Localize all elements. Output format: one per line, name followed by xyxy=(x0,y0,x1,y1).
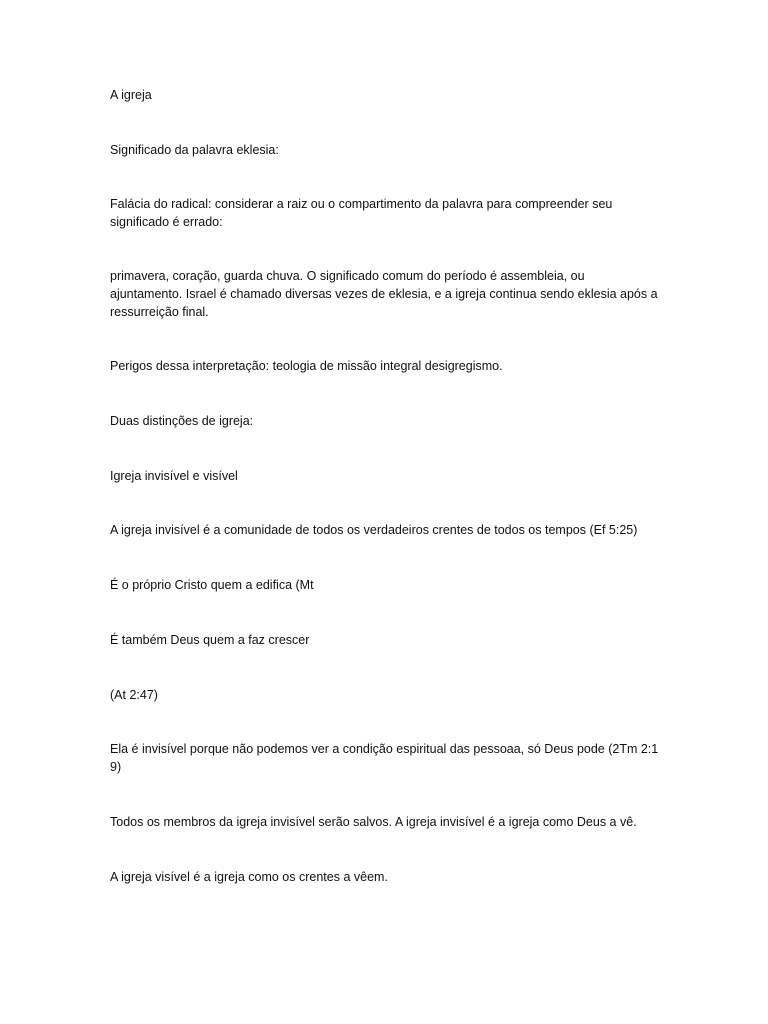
paragraph: É o próprio Cristo quem a edifica (Mt xyxy=(110,578,314,592)
paragraph: primavera, coração, guarda chuva. O significado comum do período é assembleia, ou ajuntamento. Israel é chamado diversas vezes de eklesia, e a igreja continua sendo eklesia após a ressurreição final. xyxy=(110,269,658,319)
paragraph: É também Deus quem a faz crescer xyxy=(110,633,310,647)
paragraph: A igreja visível é a igreja como os crentes a vêem. xyxy=(110,870,388,884)
paragraph: A igreja invisível é a comunidade de todos os verdadeiros crentes de todos os tempos (Ef 5:25) xyxy=(110,523,638,537)
paragraph: (At 2:47) xyxy=(110,688,158,702)
paragraph: Perigos dessa interpretação: teologia de missão integral desigregismo. xyxy=(110,359,503,373)
paragraph: Significado da palavra eklesia: xyxy=(110,143,279,157)
paragraph: Falácia do radical: considerar a raiz ou o compartimento da palavra para compreender seu significado é errado: xyxy=(110,197,613,229)
paragraph: Todos os membros da igreja invisível serão salvos. A igreja invisível é a igreja como Deus a vê. xyxy=(110,815,637,829)
paragraph: Duas distinções de igreja: xyxy=(110,414,254,428)
document-title: A igreja xyxy=(110,88,152,102)
paragraph: Igreja invisível e visível xyxy=(110,469,238,483)
paragraph: Ela é invisível porque não podemos ver a condição espiritual das pessoaa, só Deus pode (2Tm 2:1 9) xyxy=(110,742,659,774)
